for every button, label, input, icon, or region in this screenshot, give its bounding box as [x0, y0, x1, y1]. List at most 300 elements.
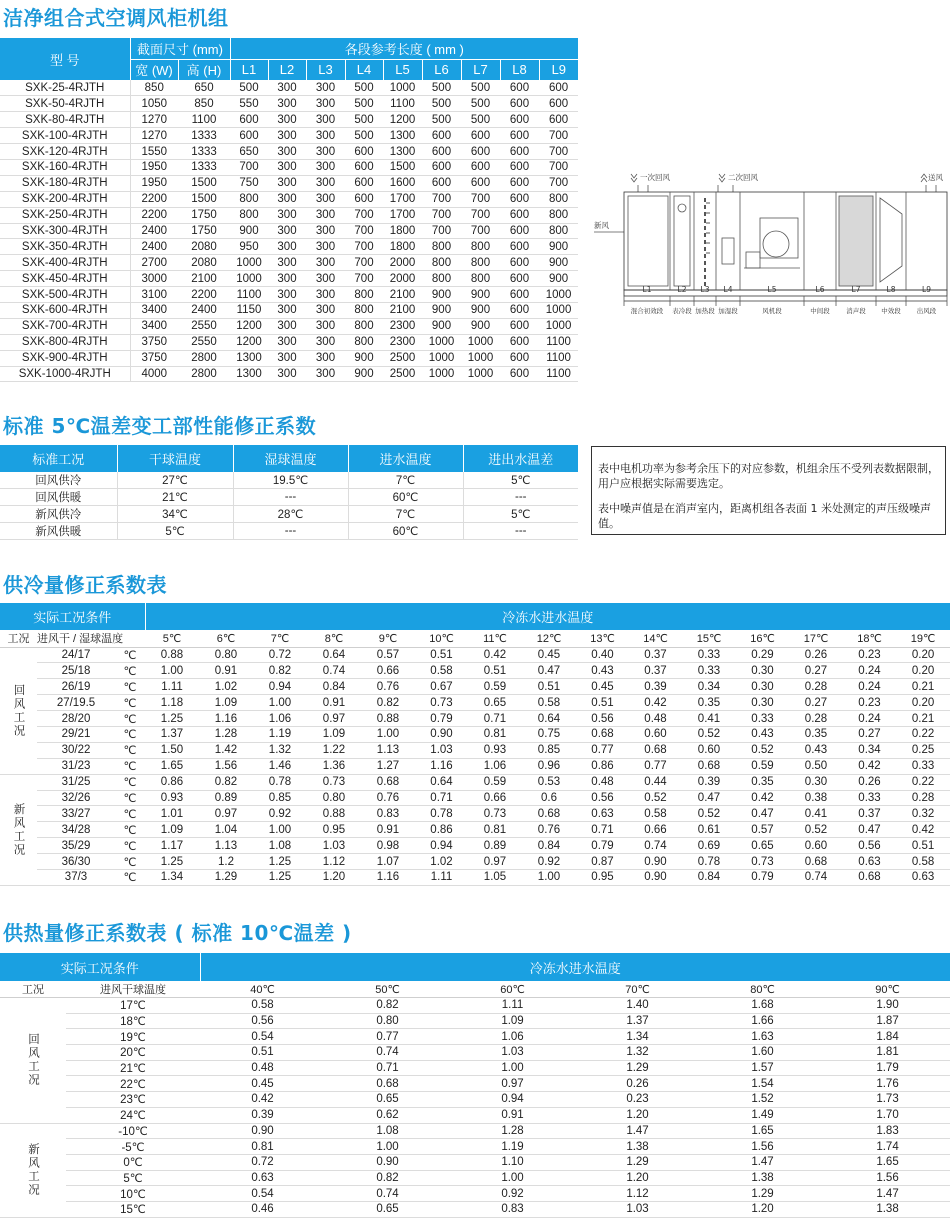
length-col-header: L7: [461, 59, 500, 80]
correction-cell: 0.93: [468, 742, 522, 758]
length-col-header: L4: [345, 59, 383, 80]
spec-cell: 600: [230, 112, 268, 128]
table-row: [0, 207, 578, 223]
spec-cell: 300: [268, 287, 306, 303]
correction-cell: 0.34: [843, 742, 896, 758]
correction-cell: 0.20: [896, 663, 950, 679]
spec-cell: 300: [306, 207, 345, 223]
correction-cell: 0.39: [200, 1107, 325, 1123]
spec-cell: 600: [422, 175, 461, 191]
air-temp-cell: -10℃: [66, 1123, 200, 1139]
correction-cell: 1.09: [199, 695, 253, 711]
correction-cell: 0.90: [629, 869, 682, 885]
spec-cell: 300: [306, 318, 345, 334]
model-name-cell: SXK-80-4RJTH: [0, 112, 130, 128]
water-temp-col-header: 15℃: [682, 630, 736, 647]
correction-cell: 1.65: [825, 1154, 950, 1170]
spec-cell: 1300: [383, 128, 422, 144]
air-temp-cell: 31/25: [37, 774, 115, 790]
spec-cell: 300: [268, 159, 306, 175]
correction-cell: 0.79: [576, 838, 629, 854]
table-row: [0, 239, 578, 255]
correction-cell: 0.33: [896, 758, 950, 774]
table-row: [0, 506, 578, 523]
cooling-title: 供冷量修正系数表: [3, 573, 167, 597]
spec-cell: 2400: [130, 223, 178, 239]
correction-cell: 0.71: [415, 790, 468, 806]
correction-cell: 0.45: [200, 1076, 325, 1092]
correction-cell: 1.38: [700, 1170, 825, 1186]
correction-cell: 0.72: [200, 1154, 325, 1170]
correction-cell: 0.24: [843, 679, 896, 695]
model-name-cell: SXK-50-4RJTH: [0, 96, 130, 112]
table-row: [0, 1029, 950, 1045]
correction-cell: 0.95: [576, 869, 629, 885]
correction-cell: 0.47: [682, 790, 736, 806]
air-temp-cell: 25/18: [37, 663, 115, 679]
correction-cell: 0.23: [575, 1092, 700, 1108]
condition-col-header: 进水温度: [348, 445, 463, 472]
spec-cell: 700: [345, 239, 383, 255]
correction-cell: 0.42: [736, 790, 789, 806]
correction-cell: 1.54: [700, 1076, 825, 1092]
spec-cell: 1000: [461, 334, 500, 350]
spec-cell: 1333: [178, 144, 230, 160]
spec-cell: 600: [500, 302, 539, 318]
correction-cell: 0.23: [843, 647, 896, 663]
correction-cell: 0.48: [629, 711, 682, 727]
spec-title: 洁净组合式空调风柜机组: [3, 6, 229, 30]
spec-cell: 300: [268, 144, 306, 160]
correction-cell: 0.58: [522, 695, 576, 711]
correction-cell: 0.28: [896, 790, 950, 806]
spec-cell: 600: [500, 96, 539, 112]
condition-cell: 回风供冷: [0, 472, 117, 489]
water-temp-col-header: 17℃: [789, 630, 843, 647]
correction-cell: 1.56: [825, 1170, 950, 1186]
spec-cell: 1750: [178, 223, 230, 239]
fan-icon: [763, 231, 789, 257]
correction-cell: 0.94: [253, 679, 307, 695]
correction-cell: 0.52: [682, 806, 736, 822]
condition-cell: 5℃: [463, 506, 578, 523]
correction-cell: 0.58: [200, 998, 325, 1014]
spec-cell: 800: [422, 255, 461, 271]
correction-cell: 0.52: [789, 822, 843, 838]
spec-cell: 300: [268, 255, 306, 271]
spec-cell: 700: [539, 144, 578, 160]
spec-cell: 1150: [230, 302, 268, 318]
correction-cell: 1.65: [145, 758, 199, 774]
spec-cell: 1000: [422, 334, 461, 350]
correction-cell: 0.80: [325, 1013, 450, 1029]
spec-cell: 2100: [383, 302, 422, 318]
condition-title: 标准 5℃温差变工部性能修正系数: [3, 414, 317, 438]
correction-cell: 1.25: [253, 869, 307, 885]
correction-cell: 0.41: [789, 806, 843, 822]
correction-cell: 1.13: [361, 742, 415, 758]
spec-cell: 1800: [383, 239, 422, 255]
spec-cell: 2200: [130, 207, 178, 223]
spec-cell: 700: [461, 223, 500, 239]
spec-cell: 900: [539, 239, 578, 255]
air-temp-cell: 32/26: [37, 790, 115, 806]
spec-cell: 700: [345, 207, 383, 223]
condition-cell: 5℃: [463, 472, 578, 489]
correction-cell: 1.02: [415, 854, 468, 870]
correction-cell: 0.66: [468, 790, 522, 806]
spec-cell: 800: [230, 207, 268, 223]
water-temp-col-header: 50℃: [325, 981, 450, 998]
spec-cell: 1100: [178, 112, 230, 128]
table-row: [0, 318, 578, 334]
correction-cell: 0.56: [576, 711, 629, 727]
table-row: [0, 679, 950, 695]
dim-label: L5: [767, 285, 777, 294]
correction-cell: 0.73: [468, 806, 522, 822]
correction-cell: 1.38: [575, 1139, 700, 1155]
spec-cell: 500: [422, 80, 461, 96]
correction-cell: 1.60: [700, 1045, 825, 1061]
spec-cell: 800: [345, 302, 383, 318]
section-label: 消声段: [846, 307, 866, 315]
spec-cell: 600: [500, 128, 539, 144]
table-row: [0, 663, 950, 679]
spec-cell: 300: [306, 112, 345, 128]
correction-cell: 1.32: [575, 1045, 700, 1061]
spec-cell: 500: [345, 80, 383, 96]
air-temp-cell: 17℃: [66, 998, 200, 1014]
correction-cell: 1.03: [307, 838, 361, 854]
correction-cell: 0.68: [361, 774, 415, 790]
heat-water-temp-header: 冷冻水进水温度: [200, 953, 950, 981]
correction-cell: 0.29: [736, 647, 789, 663]
spec-cell: 700: [461, 207, 500, 223]
correction-cell: 0.77: [629, 758, 682, 774]
condition-col-header: 湿球温度: [233, 445, 348, 472]
correction-cell: 0.68: [789, 854, 843, 870]
spec-cell: 700: [539, 159, 578, 175]
correction-cell: 0.68: [576, 726, 629, 742]
spec-cell: 900: [461, 287, 500, 303]
correction-cell: 0.77: [325, 1029, 450, 1045]
spec-cell: 2000: [383, 271, 422, 287]
air-temp-cell: 21℃: [66, 1060, 200, 1076]
spec-cell: 300: [306, 128, 345, 144]
length-col-header: L9: [539, 59, 578, 80]
correction-cell: 0.47: [522, 663, 576, 679]
correction-cell: 1.19: [253, 726, 307, 742]
correction-cell: 0.63: [576, 806, 629, 822]
spec-cell: 3750: [130, 334, 178, 350]
correction-cell: 0.76: [361, 790, 415, 806]
correction-cell: 0.74: [325, 1045, 450, 1061]
spec-cell: 600: [539, 96, 578, 112]
spec-cell: 1000: [539, 318, 578, 334]
spec-cell: 300: [306, 175, 345, 191]
water-temp-col-header: 5℃: [145, 630, 199, 647]
spec-cell: 600: [500, 271, 539, 287]
condition-group-label: 新风工况: [0, 774, 37, 885]
spec-cell: 1950: [130, 175, 178, 191]
medium-filter: [880, 198, 902, 282]
spec-cell: 900: [461, 302, 500, 318]
correction-cell: 1.84: [825, 1029, 950, 1045]
correction-cell: 0.67: [415, 679, 468, 695]
correction-cell: 0.57: [736, 822, 789, 838]
correction-cell: 0.48: [200, 1060, 325, 1076]
correction-cell: 0.91: [307, 695, 361, 711]
table-row: [0, 1092, 950, 1108]
correction-cell: 0.95: [307, 822, 361, 838]
correction-cell: 1.09: [307, 726, 361, 742]
water-temp-col-header: 11℃: [468, 630, 522, 647]
spec-cell: 700: [422, 223, 461, 239]
spec-cell: 600: [345, 144, 383, 160]
correction-cell: 0.60: [629, 726, 682, 742]
air-temp-cell: 26/19: [37, 679, 115, 695]
spec-cell: 1750: [178, 207, 230, 223]
spec-cell: 600: [422, 144, 461, 160]
spec-cell: 800: [461, 239, 500, 255]
spec-cell: 800: [345, 287, 383, 303]
correction-cell: 0.43: [736, 726, 789, 742]
correction-cell: 1.57: [700, 1060, 825, 1076]
correction-cell: 0.37: [843, 806, 896, 822]
condition-col-header: 标准工况: [0, 445, 117, 472]
table-row: [0, 1139, 950, 1155]
correction-cell: 0.32: [896, 806, 950, 822]
table-row: [0, 1013, 950, 1029]
correction-cell: 0.93: [145, 790, 199, 806]
correction-cell: 1.27: [361, 758, 415, 774]
unit-cell: ℃: [115, 869, 145, 885]
correction-cell: 0.21: [896, 679, 950, 695]
spec-cell: 300: [268, 96, 306, 112]
correction-cell: 1.09: [450, 1013, 575, 1029]
spec-cell: 600: [500, 223, 539, 239]
spec-cell: 500: [345, 96, 383, 112]
correction-cell: 1.11: [415, 869, 468, 885]
length-col-header: L6: [422, 59, 461, 80]
correction-cell: 0.46: [200, 1201, 325, 1217]
cool-water-temp-header: 冷冻水进水温度: [145, 603, 950, 630]
correction-cell: 0.25: [896, 742, 950, 758]
correction-cell: 0.88: [361, 711, 415, 727]
correction-cell: 1.20: [700, 1201, 825, 1217]
spec-cell: 1550: [130, 144, 178, 160]
correction-cell: 0.84: [682, 869, 736, 885]
correction-cell: 0.64: [522, 711, 576, 727]
correction-cell: 0.42: [843, 758, 896, 774]
model-name-cell: SXK-350-4RJTH: [0, 239, 130, 255]
spec-cell: 300: [268, 334, 306, 350]
spec-cell: 600: [500, 318, 539, 334]
spec-cell: 650: [178, 80, 230, 96]
correction-cell: 1.08: [253, 838, 307, 854]
correction-cell: 1.01: [145, 806, 199, 822]
spec-cell: 1100: [539, 350, 578, 366]
spec-cell: 300: [268, 191, 306, 207]
correction-cell: 0.64: [415, 774, 468, 790]
correction-cell: 1.76: [825, 1076, 950, 1092]
correction-cell: 1.28: [450, 1123, 575, 1139]
air-temp-cell: 22℃: [66, 1076, 200, 1092]
correction-cell: 0.86: [576, 758, 629, 774]
spec-cell: 2400: [130, 239, 178, 255]
water-temp-col-header: 7℃: [253, 630, 307, 647]
correction-cell: 0.28: [789, 711, 843, 727]
correction-cell: 0.59: [736, 758, 789, 774]
correction-cell: 0.35: [736, 774, 789, 790]
correction-cell: 1.37: [575, 1013, 700, 1029]
condition-group-label: 回风工况: [0, 647, 37, 774]
spec-cell: 300: [268, 128, 306, 144]
spec-cell: 600: [230, 128, 268, 144]
spec-cell: 2800: [178, 366, 230, 382]
correction-cell: 1.04: [199, 822, 253, 838]
correction-cell: 1.07: [361, 854, 415, 870]
length-col-header: L2: [268, 59, 306, 80]
spec-cell: 300: [306, 80, 345, 96]
correction-cell: 1.63: [700, 1029, 825, 1045]
spec-cell: 500: [230, 80, 268, 96]
spec-cell: 600: [500, 144, 539, 160]
correction-cell: 0.42: [200, 1092, 325, 1108]
table-row: [0, 80, 578, 96]
table-row: [0, 144, 578, 160]
length-header: 各段参考长度 ( mm ): [230, 38, 578, 59]
correction-cell: 0.35: [682, 695, 736, 711]
correction-cell: 0.72: [253, 647, 307, 663]
table-row: [0, 838, 950, 854]
correction-cell: 1.00: [450, 1170, 575, 1186]
supply-label: 送风: [928, 173, 943, 182]
cooling-correction-table: [0, 603, 950, 886]
correction-cell: 0.47: [736, 806, 789, 822]
correction-cell: 0.6: [522, 790, 576, 806]
spec-table: [0, 38, 578, 382]
correction-cell: 0.56: [576, 790, 629, 806]
correction-cell: 0.61: [682, 822, 736, 838]
unit-cell: ℃: [115, 854, 145, 870]
condition-cell: 19.5℃: [233, 472, 348, 489]
correction-cell: 1.83: [825, 1123, 950, 1139]
correction-cell: 1.03: [575, 1201, 700, 1217]
correction-cell: 0.62: [325, 1107, 450, 1123]
spec-cell: 1300: [230, 350, 268, 366]
spec-cell: 1600: [383, 175, 422, 191]
spec-cell: 600: [345, 175, 383, 191]
spec-cell: 1100: [383, 96, 422, 112]
correction-cell: 0.94: [415, 838, 468, 854]
condition-cell: ---: [233, 489, 348, 506]
condition-cell: 5℃: [117, 523, 233, 540]
supply-arrow-icon: [921, 174, 927, 182]
water-temp-col-header: 9℃: [361, 630, 415, 647]
condition-cell: ---: [463, 523, 578, 540]
spec-cell: 300: [306, 255, 345, 271]
spec-cell: 750: [230, 175, 268, 191]
spec-cell: 2400: [178, 302, 230, 318]
correction-cell: 0.82: [253, 663, 307, 679]
correction-cell: 1.65: [700, 1123, 825, 1139]
correction-cell: 1.00: [361, 726, 415, 742]
table-row: [0, 869, 950, 885]
table-row: [0, 96, 578, 112]
spec-cell: 1200: [383, 112, 422, 128]
table-row: [0, 112, 578, 128]
section-label: 加湿段: [718, 307, 738, 315]
correction-cell: 1.25: [253, 854, 307, 870]
note-motor-power: 表中电机功率为参考余压下的对应参数，机组余压不受列表数据限制，用户应根据实际需要选定。: [598, 462, 939, 490]
spec-cell: 300: [268, 207, 306, 223]
correction-cell: 0.86: [415, 822, 468, 838]
cool-mode-header: 工况: [0, 630, 37, 647]
table-row: [0, 472, 578, 489]
spec-cell: 600: [500, 80, 539, 96]
correction-cell: 1.00: [450, 1060, 575, 1076]
spec-cell: 2080: [178, 239, 230, 255]
table-row: [0, 223, 578, 239]
correction-cell: 0.58: [896, 854, 950, 870]
spec-cell: 600: [500, 287, 539, 303]
correction-cell: 0.81: [468, 822, 522, 838]
correction-cell: 0.24: [843, 711, 896, 727]
spec-cell: 650: [230, 144, 268, 160]
correction-cell: 1.40: [575, 998, 700, 1014]
spec-cell: 1800: [383, 223, 422, 239]
correction-cell: 0.89: [199, 790, 253, 806]
correction-cell: 0.80: [199, 647, 253, 663]
table-row: [0, 350, 578, 366]
correction-cell: 0.24: [843, 663, 896, 679]
spec-cell: 1000: [461, 366, 500, 382]
spec-cell: 800: [539, 223, 578, 239]
spec-cell: 1300: [383, 144, 422, 160]
spec-cell: 900: [539, 255, 578, 271]
spec-cell: 600: [500, 175, 539, 191]
spec-cell: 300: [268, 302, 306, 318]
spec-cell: 1500: [178, 191, 230, 207]
spec-cell: 1200: [230, 318, 268, 334]
spec-cell: 2550: [178, 334, 230, 350]
correction-cell: 1.16: [199, 711, 253, 727]
correction-cell: 0.23: [843, 695, 896, 711]
spec-cell: 900: [345, 350, 383, 366]
spec-cell: 800: [422, 239, 461, 255]
table-row: [0, 159, 578, 175]
condition-cell: 回风供暖: [0, 489, 117, 506]
dim-label: L8: [886, 285, 896, 294]
correction-cell: 1.20: [575, 1170, 700, 1186]
correction-cell: 1.50: [145, 742, 199, 758]
correction-cell: 0.74: [629, 838, 682, 854]
condition-cell: 7℃: [348, 472, 463, 489]
spec-cell: 600: [500, 255, 539, 271]
model-name-cell: SXK-1000-4RJTH: [0, 366, 130, 382]
correction-cell: 0.43: [576, 663, 629, 679]
silencer: [839, 196, 873, 286]
spec-cell: 1000: [230, 271, 268, 287]
table-row: [0, 854, 950, 870]
spec-cell: 2800: [178, 350, 230, 366]
spec-cell: 1000: [461, 350, 500, 366]
correction-cell: 1.06: [450, 1029, 575, 1045]
correction-cell: 1.09: [145, 822, 199, 838]
spec-cell: 2200: [130, 191, 178, 207]
spec-cell: 300: [306, 159, 345, 175]
